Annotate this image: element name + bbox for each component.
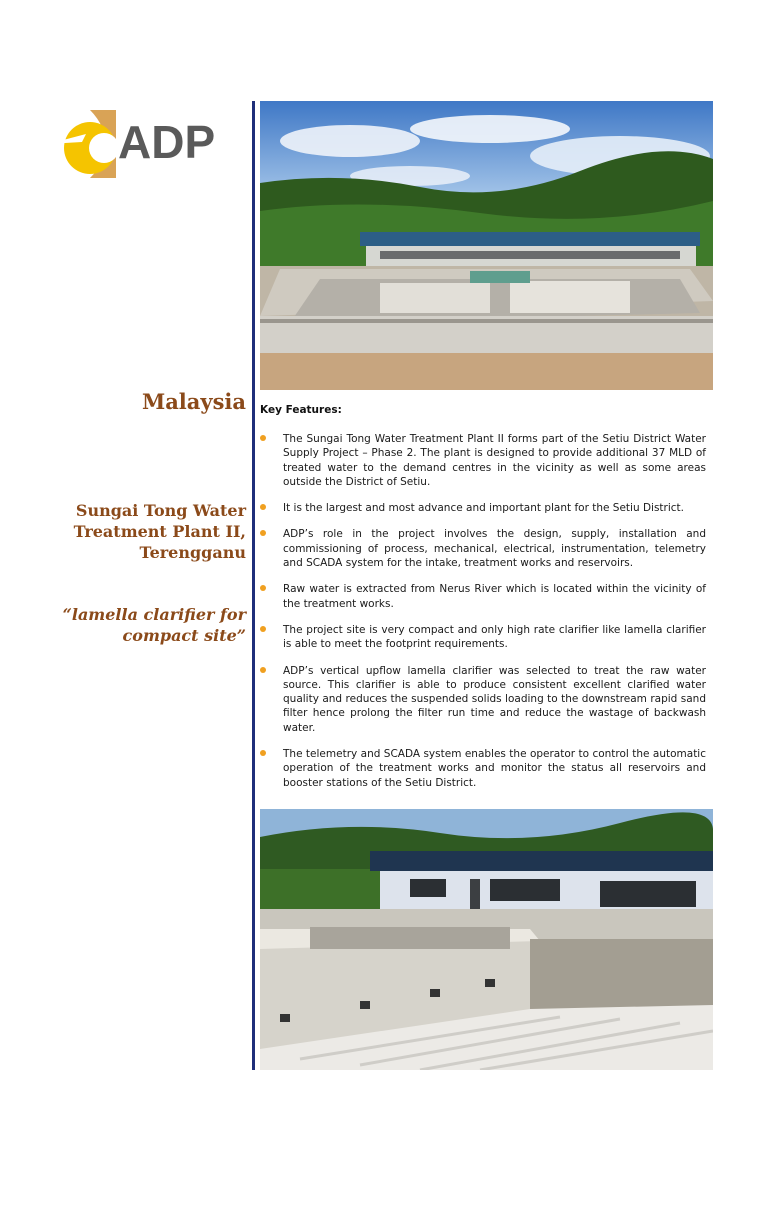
bullet-icon [260, 750, 266, 756]
list-item: ADP’s role in the project involves the design, supply, installation and commissioning of process, mechanical, electrical, instrumentation, telemetry and SCADA system for the intake, treatment works and reservoirs. [260, 527, 706, 570]
plant-construction-photo [260, 101, 713, 390]
lamella-clarifier-photo [260, 809, 713, 1070]
logo-wordmark: ADP [118, 116, 216, 168]
bullet-icon [260, 585, 266, 591]
list-item: It is the largest and most advance and important plant for the Setiu District. [260, 501, 706, 515]
key-features-list [260, 432, 706, 802]
bullet-icon [260, 435, 266, 441]
project-title: Sungai Tong Water Treatment Plant II, Terengganu [73, 501, 246, 562]
key-features-heading: Key Features: [260, 404, 342, 416]
list-item: The Sungai Tong Water Treatment Plant II forms part of the Setiu District Water Supply Project – Phase 2. The plant is designed to provide additional 37 MLD of treated water to the demand centres in the vicinity as well as some areas outside the District of Setiu. [260, 432, 706, 489]
bullet-icon [260, 626, 266, 632]
list-item: The telemetry and SCADA system enables the operator to control the automatic operation of the treatment works and monitor the status all reservoirs and booster stations of the Setiu District. [260, 747, 706, 790]
list-item: Raw water is extracted from Nerus River which is located within the vicinity of the treatment works. [260, 582, 706, 611]
project-tagline: “lamella clarifier for compact site” [62, 605, 246, 645]
country-heading: Malaysia [141, 389, 246, 414]
bullet-icon [260, 530, 266, 536]
list-item: ADP’s vertical upflow lamella clarifier was selected to treat the raw water source. This clarifier is able to produce consistent excellent clarified water quality and reduces the suspended solids loading to the downstream rapid sand filter hence prolong the filter run time and reduce the wastage of backwash water. [260, 664, 706, 735]
divider [252, 101, 255, 1070]
bullet-icon [260, 667, 266, 673]
bullet-icon [260, 504, 266, 510]
list-item: The project site is very compact and only high rate clarifier like lamella clarifier is able to meet the footprint requirements. [260, 623, 706, 652]
